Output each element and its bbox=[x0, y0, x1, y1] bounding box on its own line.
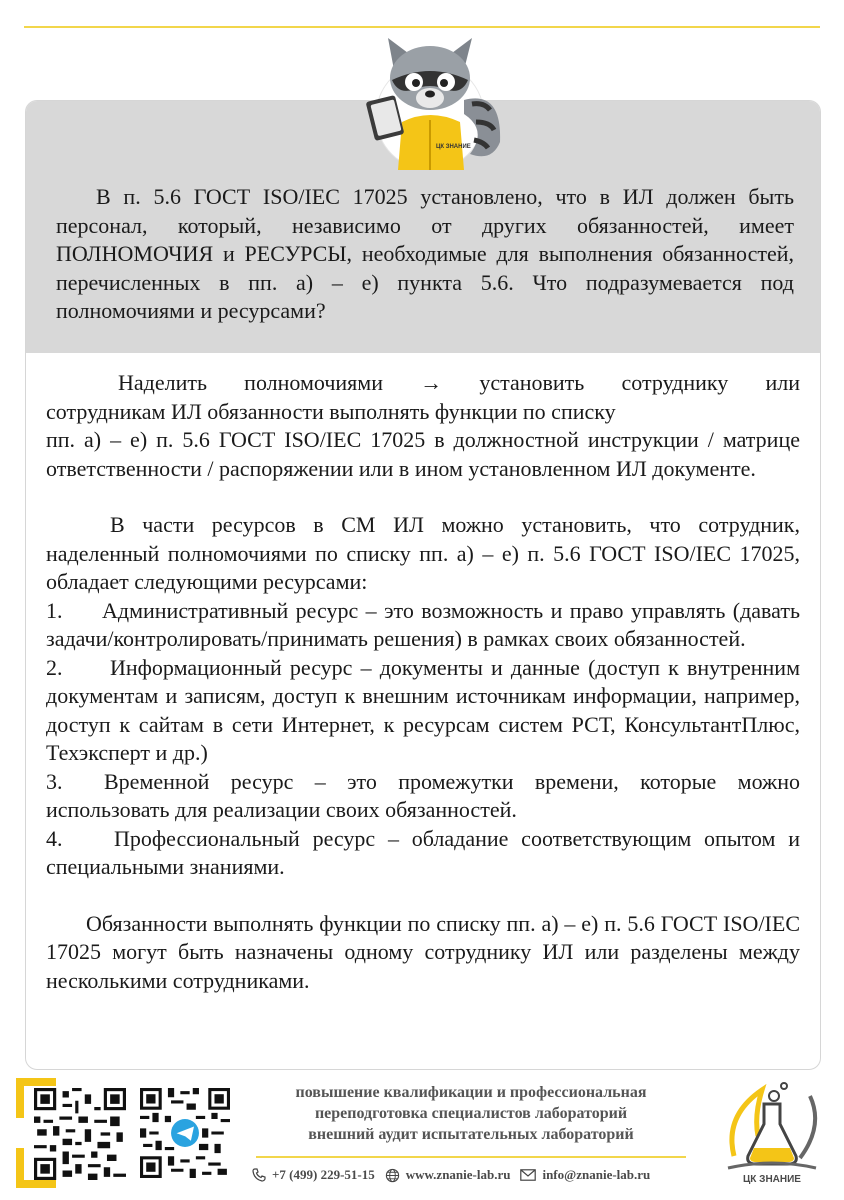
contact-site[interactable]: www.znanie-lab.ru bbox=[385, 1167, 511, 1183]
services-divider bbox=[256, 1156, 686, 1158]
flask-logo-icon bbox=[714, 1076, 830, 1176]
mascot-badge: ЦК ЗНАНИЕ bbox=[436, 144, 471, 150]
answer-body bbox=[46, 369, 800, 995]
contact-phone[interactable]: +7 (499) 229-51-15 bbox=[252, 1167, 375, 1183]
answer-p2: В части ресурсов в СМ ИЛ можно установить, что сотрудник, наделенный полномочиями по списку пп. а) – е) п. 5.6 ГОСТ ISO/IEC 17025, обладает следующими ресурсами: bbox=[46, 512, 800, 594]
mail-icon bbox=[520, 1169, 536, 1181]
globe-icon bbox=[385, 1168, 400, 1183]
list-item: 3. Временной ресурс – это промежутки времени, которые можно использовать для реализации своих обязанностей. bbox=[46, 768, 800, 822]
company-logo bbox=[714, 1076, 830, 1194]
services-list bbox=[248, 1082, 694, 1145]
logo-text: ЦК ЗНАНИЕ bbox=[743, 1174, 801, 1185]
phone-icon bbox=[252, 1168, 266, 1182]
answer-p1-rest: пп. а) – е) п. 5.6 ГОСТ ISO/IEC 17025 в должностной инструкции / матрице ответственности / распоряжении или в ином установленном ИЛ документе. bbox=[46, 427, 800, 481]
service-line: внешний аудит испытательных лабораторий bbox=[308, 1126, 634, 1143]
footer bbox=[0, 1072, 844, 1200]
top-divider bbox=[24, 26, 820, 28]
contacts bbox=[252, 1164, 712, 1186]
question-text: В п. 5.6 ГОСТ ISO/IEC 17025 установлено, что в ИЛ должен быть персонал, который, независимо от других обязанностей, имеет ПОЛНОМОЧИЯ и РЕСУРСЫ, необходимые для выполнения обязанностей, перечисленных в пп. а) – е) пункта 5.6. Что подразумевается под полномочиями и ресурсами? bbox=[56, 184, 794, 323]
list-item: 2. Информационный ресурс – документы и данные (доступ к внутренним документам и записям, доступ к внешним источникам информации, например, доступ к сайтам в сети Интернет, к ресурсам систем РСТ, КонсультантПлюс, Техэксперт и др.) bbox=[46, 654, 800, 765]
raccoon-mascot-icon bbox=[352, 30, 512, 170]
qr-code-telegram-icon[interactable] bbox=[140, 1088, 230, 1178]
answer-p3: Обязанности выполнять функции по списку пп. а) – е) п. 5.6 ГОСТ ISO/IEC 17025 могут быть назначены одному сотруднику ИЛ или разделены между несколькими сотрудниками. bbox=[46, 910, 800, 993]
content-card bbox=[25, 100, 821, 1070]
answer-p1-line1: Наделить полномочиями → установить сотруднику или bbox=[118, 370, 800, 395]
list-item: 4. Профессиональный ресурс – обладание соответствующим опытом и специальными знаниями. bbox=[46, 825, 800, 879]
answer-p1-line2: сотрудникам ИЛ обязанности выполнять функции по списку bbox=[46, 398, 616, 424]
service-line: переподготовка специалистов лабораторий bbox=[314, 1105, 628, 1122]
qr-code-icon[interactable] bbox=[34, 1088, 126, 1180]
list-item: 1. Административный ресурс – это возможность и право управлять (давать задачи/контролировать/принимать решения) в рамках своих обязанностей. bbox=[46, 597, 800, 651]
service-line: повышение квалификации и профессиональная bbox=[295, 1084, 647, 1101]
contact-email[interactable]: info@znanie-lab.ru bbox=[520, 1167, 650, 1183]
